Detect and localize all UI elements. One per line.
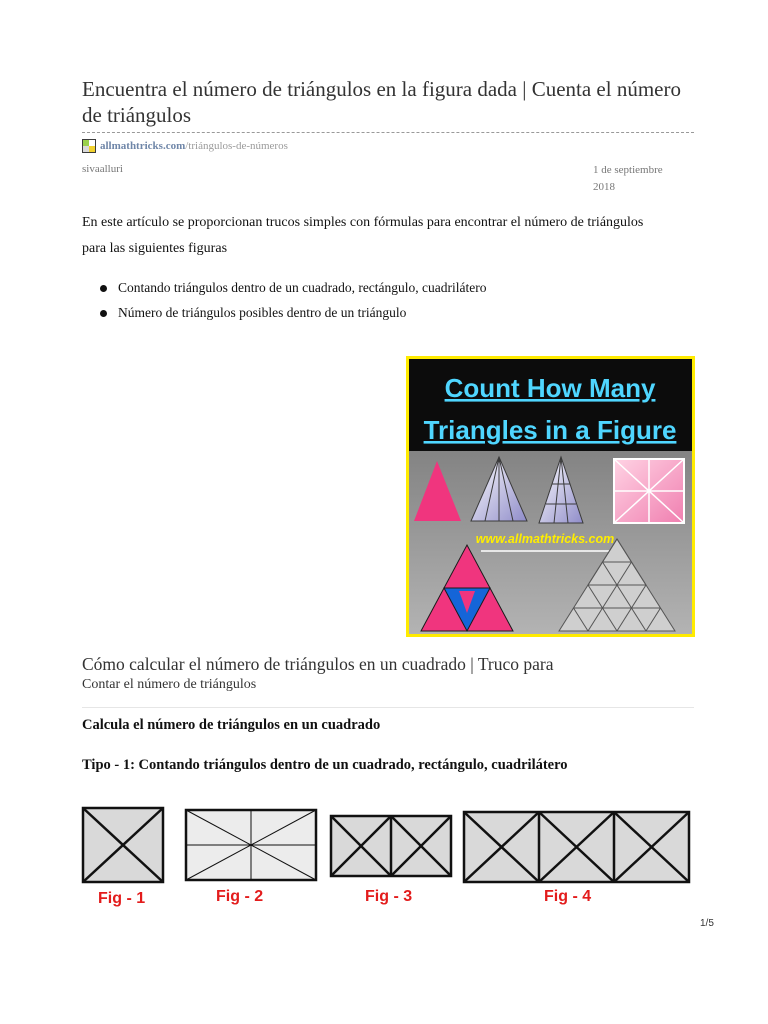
- source-domain-link[interactable]: allmathtricks.com: [100, 140, 186, 152]
- page-number: 1/5: [700, 918, 714, 929]
- section-heading: [82, 653, 682, 695]
- hero-image: [406, 356, 695, 637]
- fig4-triple-square: [464, 812, 689, 882]
- title-divider: [82, 132, 694, 133]
- publish-date-line2: 2018: [593, 181, 615, 193]
- hero-title-line1: Count How Many: [444, 373, 656, 403]
- subheading-type1: Tipo - 1: Contando triángulos dentro de un cuadrado, rectángulo, cuadrilátero: [82, 757, 568, 773]
- author-name: sivaalluri: [82, 163, 123, 175]
- fig3-label: Fig - 3: [365, 888, 413, 905]
- section-divider: [82, 707, 694, 708]
- bullet-list: [100, 278, 487, 328]
- divided-square-icon: [614, 459, 684, 523]
- fig3-double-square: [331, 816, 451, 876]
- bullet-item: Contando triángulos dentro de un cuadrado, rectángulo, cuadrilátero: [100, 278, 487, 303]
- fig4-label: Fig - 4: [544, 888, 592, 905]
- subheading-calculate: Calcula el número de triángulos en un cuadrado: [82, 717, 381, 733]
- site-favicon-icon: [82, 139, 96, 153]
- section-heading-line1: Cómo calcular el número de triángulos en un cuadrado | Truco para: [82, 654, 554, 674]
- hero-title-line2: Triangles in a Figure: [423, 415, 677, 445]
- hero-url: www.allmathtricks.com: [475, 532, 615, 546]
- fig2-label: Fig - 2: [216, 888, 264, 905]
- section-heading-line2: Contar el número de triángulos: [82, 677, 257, 692]
- fig1-square: [83, 808, 163, 882]
- bullet-item: Número de triángulos posibles dentro de un triángulo: [100, 303, 487, 328]
- publish-date-line1: 1 de septiembre: [593, 164, 663, 176]
- source-line: [82, 138, 288, 154]
- fig2-rectangle: [186, 810, 316, 880]
- fig1-label: Fig - 1: [98, 890, 146, 907]
- publish-date: [593, 162, 673, 196]
- intro-paragraph: En este artículo se proporcionan trucos simples con fórmulas para encontrar el número de triángulos para las siguientes figuras: [82, 215, 644, 256]
- source-path: /triángulos-de-números: [185, 140, 288, 152]
- figure-strip: [78, 800, 698, 912]
- article-title: Encuentra el número de triángulos en la figura dada | Cuenta el número de triángulos: [82, 77, 681, 127]
- hero-illustration: [409, 359, 692, 634]
